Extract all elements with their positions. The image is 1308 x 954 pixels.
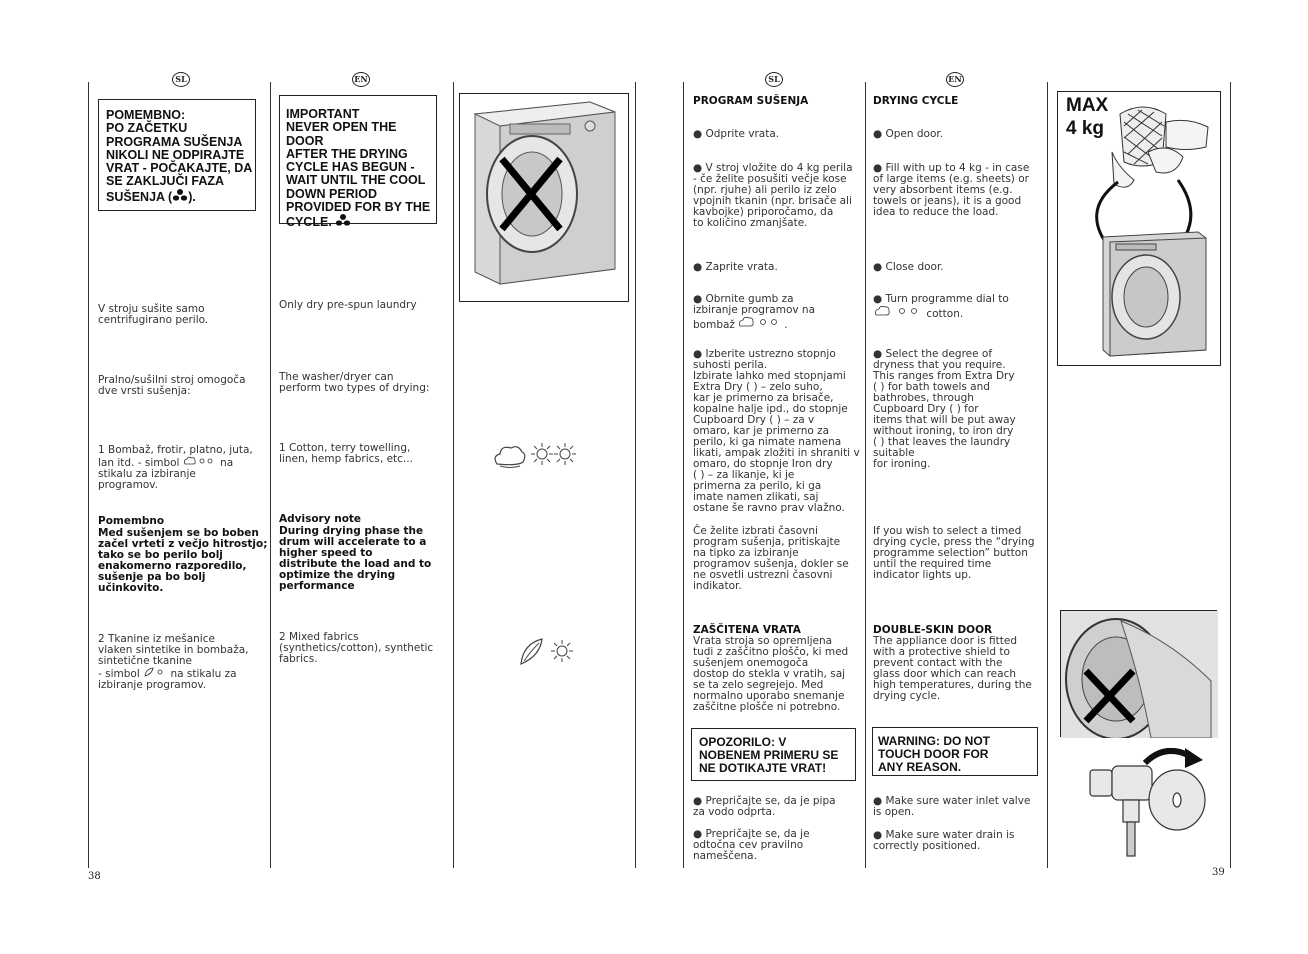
col-divider-1 <box>270 82 271 868</box>
water-tap-illustration <box>1085 748 1210 862</box>
sl-cotton-text-a: 1 Bombaž, frotir, platno, juta, lan itd. - simbol <box>98 444 253 469</box>
sl-cotton-text-c: stikalu za izbiranje programov. <box>98 468 196 491</box>
lang-badge-en: EN <box>352 72 370 87</box>
sl-step-open-door: ● Odprite vrata. <box>693 128 780 140</box>
cotton-dry-icon <box>738 319 784 331</box>
en-drying-heading: DRYING CYCLE <box>873 95 959 107</box>
fan-icon <box>172 190 188 204</box>
en-dial-end: cotton. <box>926 308 964 320</box>
sl-important-box <box>98 99 256 211</box>
lang-badge-en: EN <box>946 72 964 87</box>
cotton-dry-icon <box>492 440 582 474</box>
en-warning-text: WARNING: DO NOT TOUCH DOOR FOR ANY REASON. <box>878 734 990 774</box>
en-two-types: The washer/dryer can perform two types of drying: <box>279 371 430 394</box>
en-step-dial <box>873 294 1009 320</box>
sl-step-timed: Če želite izbrati časovni program sušenja, pritiskajte na tipko za izbiranje programov sušenja, dokler se ne osvetli ustrezni časovni indikator. <box>693 525 849 592</box>
sl-step-dial <box>693 294 815 331</box>
en-step-drain: ● Make sure water drain is correctly positioned. <box>873 829 1015 852</box>
page-number-left: 38 <box>88 871 101 882</box>
sl-dial-end: . <box>784 319 788 331</box>
col-divider-4 <box>683 82 684 868</box>
sl-step-dryness: ● Izberite ustrezno stopnjo suhosti perila. Izbirate lahko med stopnjami Extra Dry ( ) – zelo suho, kar je primerno za brisače, kopalne halje ipd., do stopnje Cupboard Dry ( ) – za v omaro, kar je primerno za perilo, ki ga nimate namena likati, ampak zložiti in shraniti v omaro, do stopnje Iron dry ( ) – za likanje, ki je primerna za perilo, ki ga imate namen zlikati, saj ostane še ravno prav vlažno. <box>693 348 860 514</box>
sl-step-drain: ● Prepričajte se, da je odtočna cev pravilno nameščena. <box>693 828 810 862</box>
en-step-valve: ● Make sure water inlet valve is open. <box>873 795 1031 818</box>
sl-warning-text: OPOZORILO: V NOBENEM PRIMERU SE NE DOTIKAJTE VRAT! <box>699 735 839 775</box>
door-shield-illustration <box>1060 610 1217 737</box>
sl-step-valve: ● Prepričajte se, da je pipa za vodo odprta. <box>693 795 836 818</box>
sl-synthetic-type <box>98 634 249 691</box>
sl-step-close-door: ● Zaprite vrata. <box>693 261 778 273</box>
laundry-basket-illustration <box>1057 91 1221 366</box>
sl-cotton-type <box>98 445 253 491</box>
col-divider-3 <box>635 82 636 868</box>
page-number-right: 39 <box>1212 867 1225 878</box>
sl-two-types: Pralno/sušilni stroj omogoča dve vrsti sušenja: <box>98 374 246 397</box>
sl-drying-heading: PROGRAM SUŠENJA <box>693 95 809 107</box>
left-margin-rule <box>88 82 89 868</box>
sl-dial-text: ● Obrnite gumb za izbiranje programov na bombaž <box>693 293 816 331</box>
en-step-dryness: ● Select the degree of dryness that you require. This ranges from Extra Dry ( ) for bath towels and bathrobes, through Cupboard Dry ( ) for items that will be put away without ironing, to iron dry ( ) that leaves the laundry suitable for ironing. <box>873 348 1016 470</box>
col-divider-6 <box>1047 82 1048 868</box>
sl-note-title: Pomembno <box>98 515 165 527</box>
lang-badge-sl: SL <box>172 72 190 87</box>
col-divider-2 <box>453 82 454 868</box>
en-spun-laundry: Only dry pre-spun laundry <box>279 299 417 311</box>
fan-icon <box>335 215 351 229</box>
sl-important-end: ). <box>188 189 196 204</box>
washer-no-open-illustration <box>459 93 629 302</box>
sl-important-text: POMEMBNO: PO ZAČETKU PROGRAMA SUŠENJA NIKOLI NE ODPIRAJTE VRAT - POČAKAJTE, DA SE ZAKLJUČI FAZA SUŠENJA ( <box>106 108 253 204</box>
sl-step-load: ● V stroj vložite do 4 kg perila - če želite posušiti večje kose (npr. rjuhe) ali perilo iz zelo vpojnih tkanin (npr. brisače ali kavbojke) priporočamo, da to količino zmanjšate. <box>693 162 853 229</box>
en-dial-text: ● Turn programme dial to <box>873 293 1009 305</box>
en-synthetic-type: 2 Mixed fabrics (synthetics/cotton), synthetic fabrics. <box>279 631 434 665</box>
synthetic-dry-icon <box>518 636 578 672</box>
right-margin-rule <box>1230 82 1231 868</box>
cotton-dry-icon <box>873 308 923 320</box>
max-load-label: MAX 4 kg <box>1066 95 1109 139</box>
sl-note-body: Med sušenjem se bo boben začel vrteti z večjo hitrostjo; tako se bo perilo bolj enakomerno razporedilo, sušenje pa bo bolj učinkovito. <box>98 527 268 594</box>
en-step-open-door: ● Open door. <box>873 128 944 140</box>
col-divider-5 <box>865 82 866 868</box>
en-cotton-type: 1 Cotton, terry towelling, linen, hemp fabrics, etc... <box>279 442 413 465</box>
sl-synth-text-b: na stikalu za izbiranje programov. <box>98 668 237 691</box>
sl-door-title: ZAŠČITENA VRATA <box>693 624 801 636</box>
sl-cotton-text-b: na <box>220 457 234 469</box>
lang-badge-sl: SL <box>765 72 783 87</box>
en-note-body: During drying phase the drum will accelerate to a higher speed to distribute the load and to optimize the drying performance <box>279 525 432 592</box>
sl-spun-laundry: V stroju sušite samo centrifugirano perilo. <box>98 303 209 326</box>
en-door-title: DOUBLE-SKIN DOOR <box>873 624 993 636</box>
en-note-title: Advisory note <box>279 513 362 525</box>
en-step-timed: If you wish to select a timed drying cycle, press the “drying programme selection” button until the required time indicator lights up. <box>873 525 1035 581</box>
sl-synth-text-a: 2 Tkanine iz mešanice vlaken sintetike in bombaža, sintetične tkanine - simbol <box>98 633 249 680</box>
en-step-close-door: ● Close door. <box>873 261 944 273</box>
sl-door-body: Vrata stroja so opremljena tudi z zaščitno ploščo, ki med sušenjem onemogoča dostop do stekla v vratih, saj se ta zelo segrejejo. Med normalno uporabo snemanje zaščitne plošče ni potrebno. <box>693 635 849 713</box>
en-important-box <box>279 95 437 230</box>
en-door-body: The appliance door is fitted with a protective shield to prevent contact with the glass door which can reach high temperatures, during the drying cycle. <box>873 635 1032 702</box>
sl-warning-box <box>691 728 856 781</box>
en-step-load: ● Fill with up to 4 kg - in case of large items (e.g. sheets) or very absorbent items (e.g. towels or jeans), it is a good idea to reduce the load. <box>873 162 1030 218</box>
en-warning-box <box>872 727 1038 776</box>
en-important-text: IMPORTANT NEVER OPEN THE DOOR AFTER THE DRYING CYCLE HAS BEGUN - WAIT UNTIL THE COOL DOWN PERIOD PROVIDED FOR BY THE CYCLE. <box>286 107 431 230</box>
